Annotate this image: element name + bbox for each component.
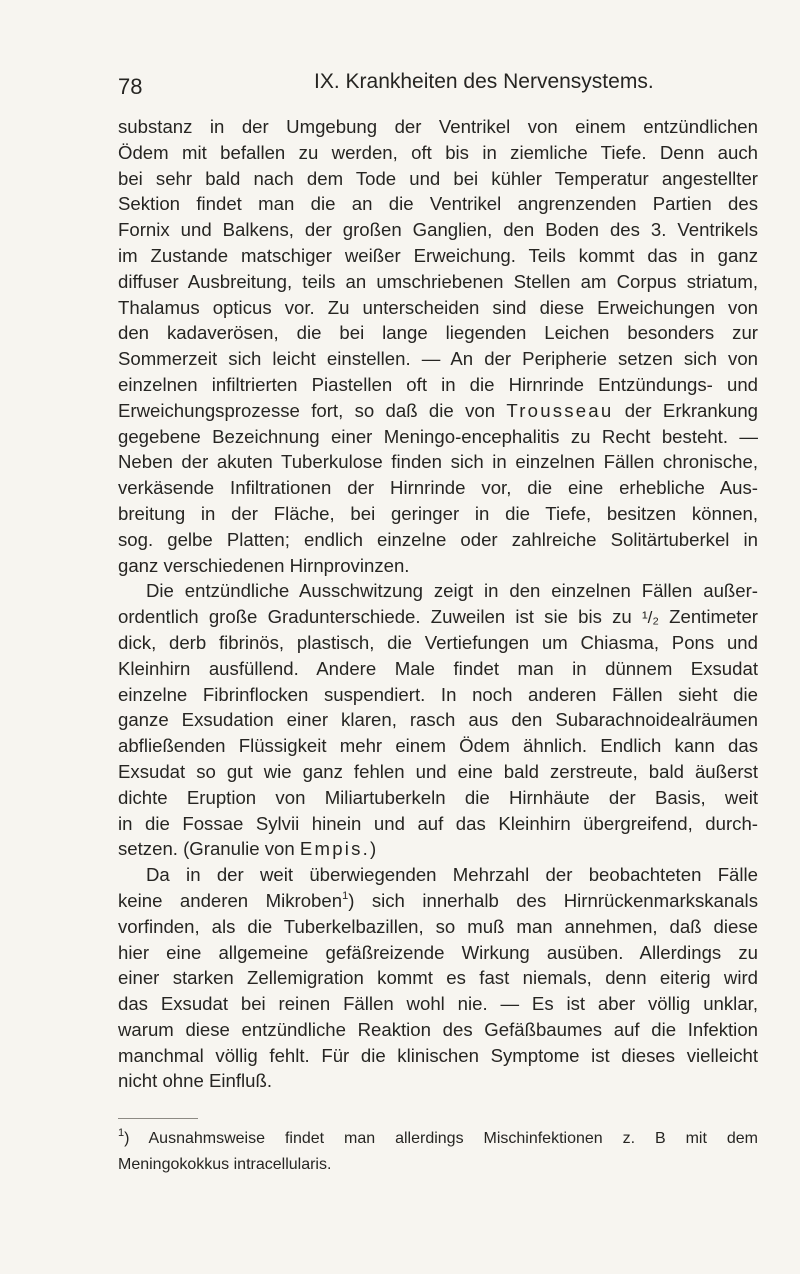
page-number: 78 <box>118 74 143 99</box>
text-line: einzelne Fibrinflocken suspendiert. In noch anderen Fällen sieht die <box>118 683 758 705</box>
text-line <box>118 398 758 424</box>
footnote-divider <box>118 1118 198 1119</box>
text-line: nicht ohne Einfluß. <box>118 1070 273 1092</box>
footnote-line: Meningokokkus intracellularis. <box>118 1155 332 1173</box>
footnote-ref[interactable]: 1 <box>342 889 349 902</box>
text-line <box>118 888 758 914</box>
text-line: Sektion findet man die an die Ventrikel angrenzenden Partien des <box>118 193 758 215</box>
footnote-marker: 1 <box>118 1126 125 1139</box>
text-line: substanz in der Umgebung der Ventrikel von einem entzündlichen <box>118 116 758 137</box>
text-line: hier eine allgemeine gefäßreizende Wirkung ausüben. Allerdings zu <box>118 941 758 963</box>
text-line: in die Fossae Sylvii hinein und auf das Kleinhirn übergreifend, durch- <box>118 812 758 834</box>
text-line: Neben der akuten Tuberkulose finden sich in einzelnen Fällen chronische, <box>118 451 758 473</box>
text-line: Da in der weit überwiegenden Mehrzahl der beobachteten Fälle <box>146 864 758 886</box>
text-line: diffuser Ausbreitung, teils an umschriebenen Stellen am Corpus striatum, <box>118 270 758 292</box>
text-line: bei sehr bald nach dem Tode und bei kühler Temperatur angestellter <box>118 167 758 189</box>
text-line: einzelnen infiltrierten Piastellen oft in die Hirnrinde Entzündungs- und <box>118 373 758 395</box>
text-line: verkäsende Infiltrationen der Hirnrinde vor, die eine erhebliche Aus- <box>118 477 758 499</box>
footnotes <box>118 1128 758 1180</box>
text-line: im Zustande matschiger weißer Erweichung. Teils kommt das in ganz <box>118 244 758 266</box>
text-line: abfließenden Flüssigkeit mehr einem Ödem ähnlich. Endlich kann das <box>118 735 758 757</box>
author-name: Empis. <box>299 838 370 860</box>
text-line: Exsudat so gut wie ganz fehlen und eine bald zerstreute, bald äußerst <box>118 760 758 782</box>
text-fragment: Zentimeter <box>669 606 758 628</box>
text-line: Fornix und Balkens, der großen Ganglien, den Boden des 3. Ventrikels <box>118 219 758 241</box>
text-line: vorfinden, als die Tuberkelbazillen, so muß man annehmen, daß diese <box>118 915 758 937</box>
text-line: sog. gelbe Platten; endlich einzelne oder zahlreiche Solitärtuberkel in <box>118 528 758 550</box>
text-line: breitung in der Fläche, bei geringer in die Tiefe, besitzen können, <box>118 502 758 524</box>
text-fragment: ) <box>369 838 377 860</box>
text-line <box>118 836 758 862</box>
text-fragment: setzen. (Granulie von <box>118 838 295 860</box>
text-line: manchmal völlig fehlt. Für die klinischen Symptome ist dieses vielleicht <box>118 1044 758 1066</box>
text-line: ganze Exsudation einer klaren, rasch aus den Subarachnoidealräumen <box>118 709 758 731</box>
author-name: Trousseau <box>506 399 614 421</box>
text-line <box>118 604 758 630</box>
text-fragment: keine anderen Mikroben <box>118 889 343 911</box>
text-line: Die entzündliche Ausschwitzung zeigt in den einzelnen Fällen außer- <box>146 580 758 602</box>
text-line: dick, derb fibrinös, plastisch, die Vertiefungen um Chiasma, Pons und <box>118 631 758 653</box>
text-line: gegebene Bezeichnung einer Meningo-encephalitis zu Recht besteht. — <box>118 425 758 447</box>
text-line: Kleinhirn ausfüllend. Andere Male findet man in dünnem Exsudat <box>118 657 758 679</box>
text-fragment: Erweichungsprozesse fort, so daß die von <box>118 399 496 421</box>
text-line: ganz verschiedenen Hirnprovinzen. <box>118 554 410 576</box>
text-line: das Exsudat bei reinen Fällen wohl nie. — Es ist aber völlig unklar, <box>118 993 758 1015</box>
fraction: ¹/₂ <box>641 608 659 628</box>
text-line: Sommerzeit sich leicht einstellen. — An der Peripherie setzen sich von <box>118 348 758 370</box>
footnote-line <box>118 1128 758 1154</box>
footnote-text: ) Ausnahmsweise findet man allerdings Mischinfektionen z. B mit dem <box>124 1130 758 1147</box>
text-line: warum diese entzündliche Reaktion des Gefäßbaumes auf die Infektion <box>118 1018 758 1040</box>
text-line: Ödem mit befallen zu werden, oft bis in ziemliche Tiefe. Denn auch <box>118 141 758 163</box>
text-fragment: ) sich innerhalb des Hirnrückenmarkskanals <box>348 889 758 911</box>
running-title: IX. Krankheiten des Nervensystems. <box>314 70 654 93</box>
text-line: Thalamus opticus vor. Zu unterscheiden sind diese Erweichungen von <box>118 296 758 318</box>
page-header <box>118 66 758 102</box>
text-line: einer starken Zellemigration kommt es fast niemals, denn eiterig wird <box>118 967 758 989</box>
text-line: den kadaverösen, die bei lange liegenden Leichen besonders zur <box>118 322 758 344</box>
text-fragment: ordentlich große Gradunterschiede. Zuweilen ist sie bis zu <box>118 606 632 628</box>
body-text <box>118 114 758 1094</box>
text-line: dichte Eruption von Miliartuberkeln die Hirnhäute der Basis, weit <box>118 786 758 808</box>
text-fragment: der Erkrankung <box>624 399 759 421</box>
